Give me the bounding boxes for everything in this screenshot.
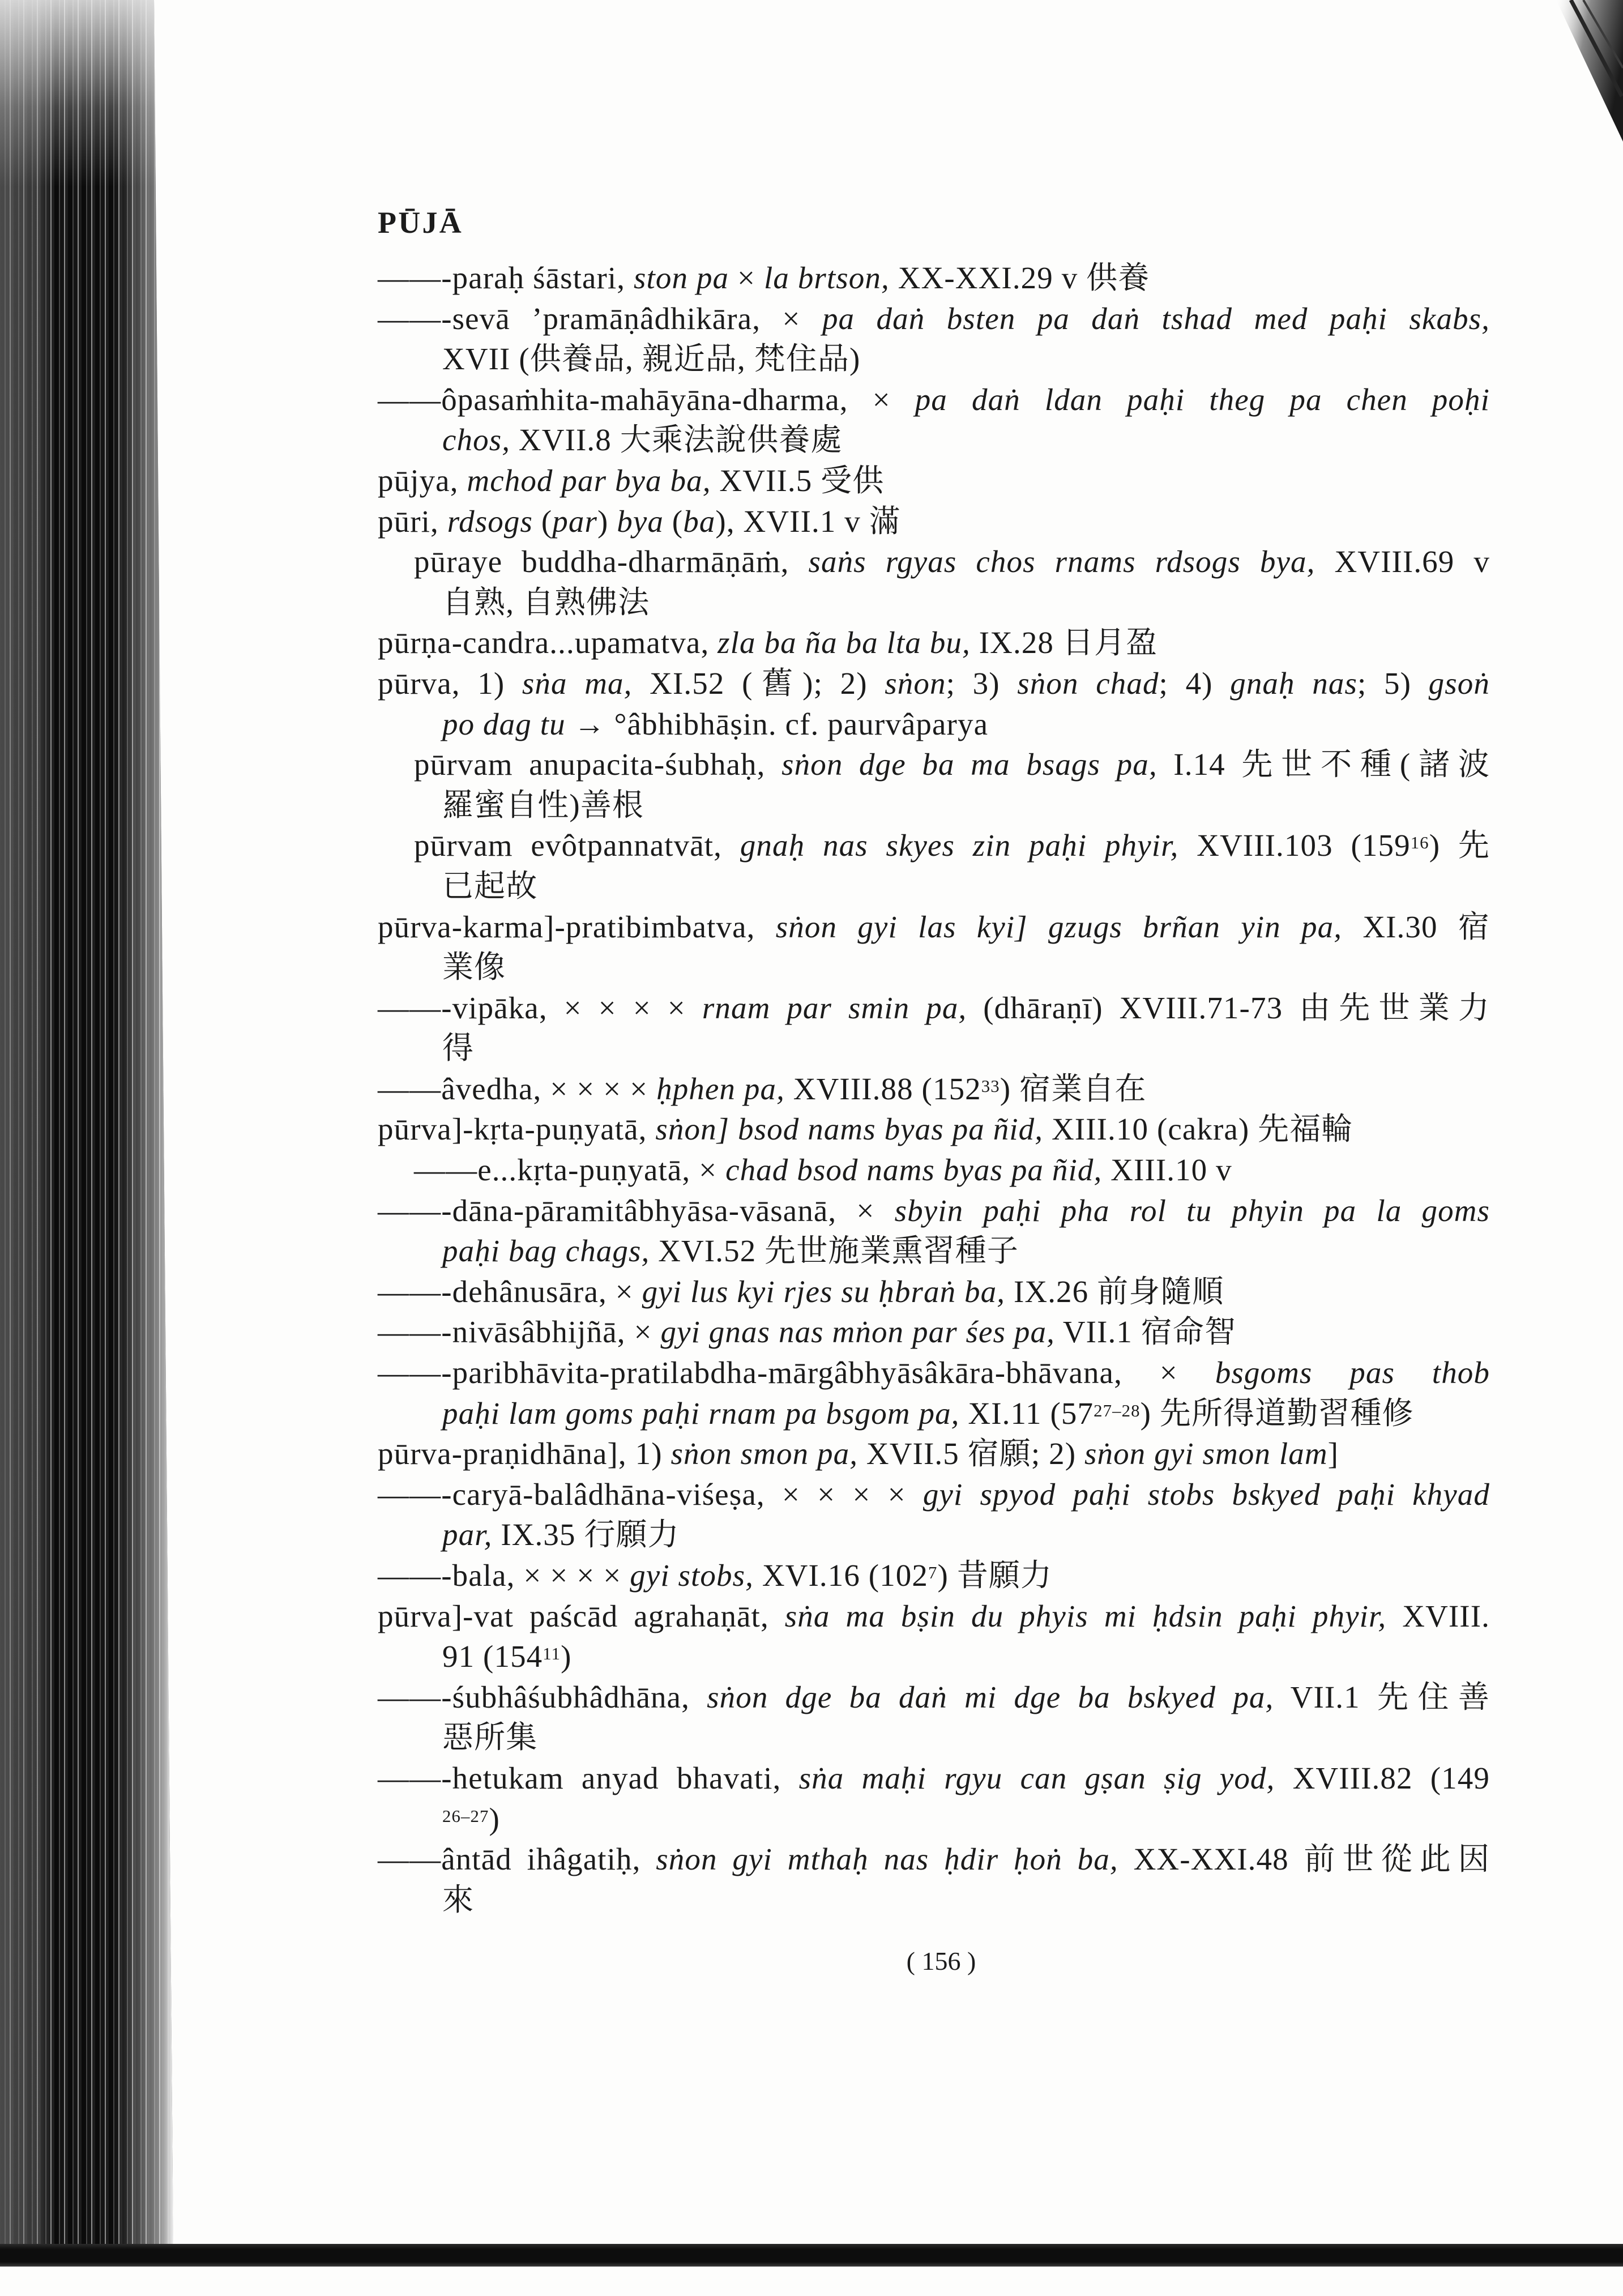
superscript-reference: 26–27 bbox=[442, 1806, 489, 1826]
text-run: XVII.5 宿願; 2) bbox=[858, 1436, 1084, 1471]
entry-continuation-line bbox=[378, 704, 1490, 745]
tibetan-equivalent: sbyin paḥi pha rol tu phyin pa la goms bbox=[894, 1193, 1490, 1228]
text-run: XVI.52 先世施業熏習種子 bbox=[650, 1234, 1019, 1269]
tibetan-equivalent: zla ba ña ba lta bu, bbox=[717, 625, 971, 660]
text-run: pūrvam anupacita-śubhaḥ, bbox=[414, 747, 782, 782]
text-run: pūri, bbox=[378, 503, 447, 539]
text-run: XI.30 宿 bbox=[1342, 909, 1490, 944]
text-run: ——-sevā ’pramāṇâdhikāra, × bbox=[378, 301, 822, 336]
text-run: pūrṇa-candra...upamatva, bbox=[378, 625, 718, 660]
text-run: ——âvedha, × × × × bbox=[378, 1071, 657, 1106]
tibetan-equivalent: po dag tu bbox=[442, 706, 566, 741]
text-run: XX-XXI.29 v 供養 bbox=[889, 261, 1150, 295]
tibetan-equivalent: rdsogs bbox=[447, 503, 533, 539]
text-run: ——-vipāka, × × × × bbox=[378, 990, 702, 1025]
tibetan-equivalent: ba bbox=[683, 503, 716, 539]
text-run: IX.28 日月盈 bbox=[970, 625, 1158, 660]
tibetan-equivalent: par, bbox=[442, 1517, 493, 1552]
text-run: ——-dāna-pāramitâbhyāsa-vāsanā, × bbox=[378, 1193, 895, 1228]
entry-continuation-line bbox=[378, 785, 1490, 826]
tibetan-equivalent: sṅa maḥi rgyu can gṣan ṣig yod, bbox=[798, 1760, 1275, 1795]
entry-continuation-line bbox=[378, 1231, 1490, 1271]
tibetan-equivalent: sṅon bbox=[885, 665, 946, 701]
entry-line bbox=[378, 258, 1490, 298]
text-run: ——-caryā-balâdhāna-viśeṣa, × × × × bbox=[378, 1476, 923, 1512]
text-run: 羅蜜自性)善根 bbox=[442, 787, 644, 822]
superscript-reference: 11 bbox=[543, 1644, 561, 1664]
entry-continuation-line bbox=[378, 947, 1490, 988]
entry-line bbox=[378, 663, 1490, 704]
text-run: ——ântād ihâgatiḥ, bbox=[378, 1842, 656, 1877]
text-run: ( bbox=[663, 503, 684, 539]
text-run: 惡所集 bbox=[442, 1720, 538, 1755]
text-run: IX.35 行願力 bbox=[492, 1517, 680, 1552]
text-run: ; 5) bbox=[1357, 665, 1429, 701]
superscript-reference: 27–28 bbox=[1094, 1401, 1141, 1420]
text-run: ) bbox=[597, 503, 617, 539]
text-run: XX-XXI.48 前世從此因 bbox=[1118, 1842, 1490, 1877]
subentry-line bbox=[378, 825, 1490, 866]
tibetan-equivalent: ston pa bbox=[634, 261, 729, 295]
page-header-headword: PŪJĀ bbox=[378, 206, 463, 240]
text-run: ——-paribhāvita-pratilabdha-mārgâbhyāsâkāra-bhāvana, × bbox=[378, 1355, 1215, 1390]
entry-continuation-line bbox=[378, 1799, 1490, 1840]
tibetan-equivalent: pa daṅ bsten pa daṅ tshad med paḥi skabs, bbox=[822, 301, 1490, 336]
text-run: pūrva, 1) bbox=[378, 665, 522, 701]
entry-continuation-line bbox=[378, 1514, 1490, 1555]
text-run: XI.11 (57 bbox=[959, 1395, 1094, 1431]
subentry-line bbox=[378, 744, 1490, 785]
entry-line bbox=[378, 988, 1490, 1028]
superscript-reference: 33 bbox=[981, 1076, 1000, 1096]
text-run: × bbox=[729, 261, 764, 295]
text-run: VII.1 先住善 bbox=[1274, 1679, 1490, 1714]
text-run: XIII.10 (cakra) 先福輪 bbox=[1043, 1112, 1353, 1147]
text-run: ——-paraḥ śāstari, bbox=[378, 261, 634, 295]
text-run: ——-śubhâśubhâdhāna, bbox=[378, 1679, 707, 1714]
tibetan-equivalent: gsoṅ bbox=[1428, 665, 1490, 701]
text-run: ) 昔願力 bbox=[937, 1558, 1053, 1593]
text-run: IX.26 前身隨順 bbox=[1005, 1274, 1224, 1309]
entry-line bbox=[378, 1758, 1490, 1799]
entry-line bbox=[378, 1677, 1490, 1718]
tibetan-equivalent: bya bbox=[617, 503, 664, 539]
entry-continuation-line bbox=[378, 339, 1490, 379]
text-run: XI.52 (舊); 2) bbox=[632, 665, 885, 701]
text-run: pūrva]-kṛta-puṇyatā, bbox=[378, 1112, 656, 1147]
text-run: pūjya, bbox=[378, 463, 467, 498]
tibetan-equivalent: gnaḥ nas skyes zin paḥi phyir, bbox=[740, 828, 1179, 863]
superscript-reference: 7 bbox=[928, 1563, 938, 1583]
text-run: ) 先所得道勤習種修 bbox=[1140, 1395, 1414, 1431]
text-run: ) bbox=[561, 1639, 572, 1674]
text-run: ), XVII.1 v 滿 bbox=[715, 503, 901, 539]
text-run: → °âbhibhāṣin. cf. paurvâparya bbox=[565, 706, 989, 741]
tibetan-equivalent: bsgoms pas thob bbox=[1215, 1355, 1490, 1390]
entry-continuation-line bbox=[378, 1393, 1490, 1434]
tibetan-equivalent: sṅon gyi las kyi] gzugs brñan yin pa, bbox=[775, 909, 1343, 944]
entry-line bbox=[378, 1433, 1490, 1474]
subentry-line bbox=[378, 541, 1490, 582]
entry-line bbox=[378, 1474, 1490, 1515]
text-run: ——-dehânusāra, × bbox=[378, 1274, 642, 1309]
tibetan-equivalent: sṅon gyi mthaḥ nas ḥdir ḥoṅ ba, bbox=[656, 1842, 1118, 1877]
text-run: ) 宿業自在 bbox=[1000, 1071, 1147, 1106]
entry-continuation-line bbox=[378, 1028, 1490, 1069]
text-run: ——-hetukam anyad bhavati, bbox=[378, 1760, 799, 1795]
entry-line bbox=[378, 1069, 1490, 1109]
text-run: ) bbox=[489, 1801, 500, 1836]
text-run: XVII.8 大乘法說供養處 bbox=[510, 423, 843, 458]
entry-continuation-line bbox=[378, 582, 1490, 623]
entry-line bbox=[378, 460, 1490, 501]
tibetan-equivalent: chos, bbox=[442, 423, 511, 458]
text-run: XVII.5 受供 bbox=[711, 463, 885, 498]
text-run: ( bbox=[532, 503, 553, 539]
text-run: pūrva]-vat paścād agrahaṇāt, bbox=[378, 1598, 785, 1633]
tibetan-equivalent: gyi stobs, bbox=[630, 1558, 754, 1593]
entry-line bbox=[378, 1352, 1490, 1393]
text-run: ] bbox=[1327, 1436, 1339, 1471]
text-run: XVIII.103 (159 bbox=[1178, 828, 1411, 863]
entry-continuation-line bbox=[378, 1717, 1490, 1758]
text-run: 已起故 bbox=[442, 868, 538, 903]
text-run: ) 先 bbox=[1429, 828, 1490, 863]
text-run: 來 bbox=[442, 1882, 475, 1917]
text-run: 91 (154 bbox=[442, 1639, 543, 1674]
tibetan-equivalent: chad bsod nams byas pa ñid, bbox=[725, 1153, 1103, 1188]
tibetan-equivalent: rnam par smin pa, bbox=[702, 990, 967, 1025]
entry-line bbox=[378, 501, 1490, 542]
tibetan-equivalent: ḥphen pa, bbox=[656, 1071, 785, 1106]
tibetan-equivalent: mchod par bya ba, bbox=[467, 463, 711, 498]
tibetan-equivalent: gyi gnas nas mṅon par śes pa, bbox=[660, 1315, 1055, 1350]
text-run: XVIII.88 (152 bbox=[784, 1071, 981, 1106]
tibetan-equivalent: sṅon smon pa, bbox=[670, 1436, 859, 1471]
tibetan-equivalent: par bbox=[552, 503, 597, 539]
text-run: 業像 bbox=[442, 950, 506, 985]
book-spine-shadow bbox=[0, 0, 176, 2246]
text-run: ——ôpasaṁhita-mahāyāna-dharma, × bbox=[378, 382, 915, 417]
text-run: ——-bala, × × × × bbox=[378, 1558, 630, 1593]
tibetan-equivalent: sṅon] bsod nams byas pa ñid, bbox=[655, 1112, 1044, 1147]
text-run: XVIII.82 (149 bbox=[1275, 1760, 1490, 1795]
tibetan-equivalent: pa daṅ ldan paḥi theg pa chen poḥi bbox=[915, 382, 1490, 417]
scan-bottom-edge bbox=[0, 2244, 1623, 2267]
entry-line bbox=[378, 1312, 1490, 1352]
subentry-line bbox=[378, 1150, 1490, 1190]
text-run: ——e...kṛta-puṇyatā, × bbox=[414, 1153, 726, 1188]
text-run: XVIII. bbox=[1386, 1598, 1490, 1633]
text-run: pūraye buddha-dharmāṇāṁ, bbox=[414, 544, 809, 579]
tibetan-equivalent: gyi lus kyi rjes su ḥbraṅ ba, bbox=[642, 1274, 1006, 1309]
entry-continuation-line bbox=[378, 420, 1490, 460]
page-corner-curl bbox=[1549, 0, 1623, 147]
tibetan-equivalent: gnaḥ nas bbox=[1230, 665, 1357, 701]
entry-line bbox=[378, 298, 1490, 339]
text-run: ——-nivāsâbhijñā, × bbox=[378, 1315, 661, 1350]
tibetan-equivalent: paḥi bag chags, bbox=[442, 1234, 650, 1269]
text-run: XVII (供養品, 親近品, 梵住品) bbox=[442, 342, 861, 377]
entry-line bbox=[378, 1555, 1490, 1596]
text-run: 自熟, 自熟佛法 bbox=[442, 584, 650, 620]
entry-continuation-line bbox=[378, 866, 1490, 907]
tibetan-equivalent: saṅs rgyas chos rnams rdsogs bya, bbox=[808, 544, 1316, 579]
tibetan-equivalent: sṅon dge ba daṅ mi dge ba bskyed pa, bbox=[707, 1679, 1274, 1714]
text-run: ; 3) bbox=[946, 665, 1018, 701]
tibetan-equivalent: la brtson, bbox=[763, 261, 890, 295]
tibetan-equivalent: sṅa ma bṣin du phyis mi ḥdsin paḥi phyir, bbox=[784, 1598, 1387, 1633]
entry-line bbox=[378, 1190, 1490, 1231]
tibetan-equivalent: paḥi lam goms paḥi rnam pa bsgom pa, bbox=[442, 1395, 960, 1431]
tibetan-equivalent: gyi spyod paḥi stobs bskyed paḥi khyad bbox=[922, 1476, 1490, 1512]
text-run: ; 4) bbox=[1159, 665, 1231, 701]
text-run: pūrva-praṇidhāna], 1) bbox=[378, 1436, 671, 1471]
entry-line bbox=[378, 622, 1490, 663]
tibetan-equivalent: sṅon gyi smon lam bbox=[1084, 1436, 1328, 1471]
entry-line bbox=[378, 1839, 1490, 1880]
entry-continuation-line bbox=[378, 1636, 1490, 1677]
entry-line bbox=[378, 1109, 1490, 1150]
superscript-reference: 16 bbox=[1410, 833, 1429, 853]
dictionary-entries bbox=[378, 258, 1490, 1920]
entry-line bbox=[378, 907, 1490, 948]
tibetan-equivalent: sṅa ma, bbox=[522, 665, 633, 701]
text-run: (dhāraṇī) XVIII.71-73 由先世業力 bbox=[967, 990, 1490, 1025]
text-run: VII.1 宿命智 bbox=[1054, 1315, 1237, 1350]
text-run: XIII.10 v bbox=[1102, 1153, 1232, 1188]
tibetan-equivalent: sṅon chad bbox=[1017, 665, 1159, 701]
entry-line bbox=[378, 1596, 1490, 1637]
text-run: pūrva-karma]-pratibimbatva, bbox=[378, 909, 776, 944]
entry-line bbox=[378, 1271, 1490, 1312]
text-run: XVI.16 (102 bbox=[753, 1558, 929, 1593]
text-run: 得 bbox=[442, 1031, 475, 1066]
entry-line bbox=[378, 379, 1490, 420]
text-run: I.14 先世不種(諸波 bbox=[1157, 747, 1490, 782]
text-run: XVIII.69 v bbox=[1315, 544, 1490, 579]
text-run: pūrvam evôtpannatvāt, bbox=[414, 828, 740, 863]
tibetan-equivalent: sṅon dge ba ma bsags pa, bbox=[781, 747, 1158, 782]
page-number: ( 156 ) bbox=[906, 1947, 976, 1975]
entry-continuation-line bbox=[378, 1880, 1490, 1921]
